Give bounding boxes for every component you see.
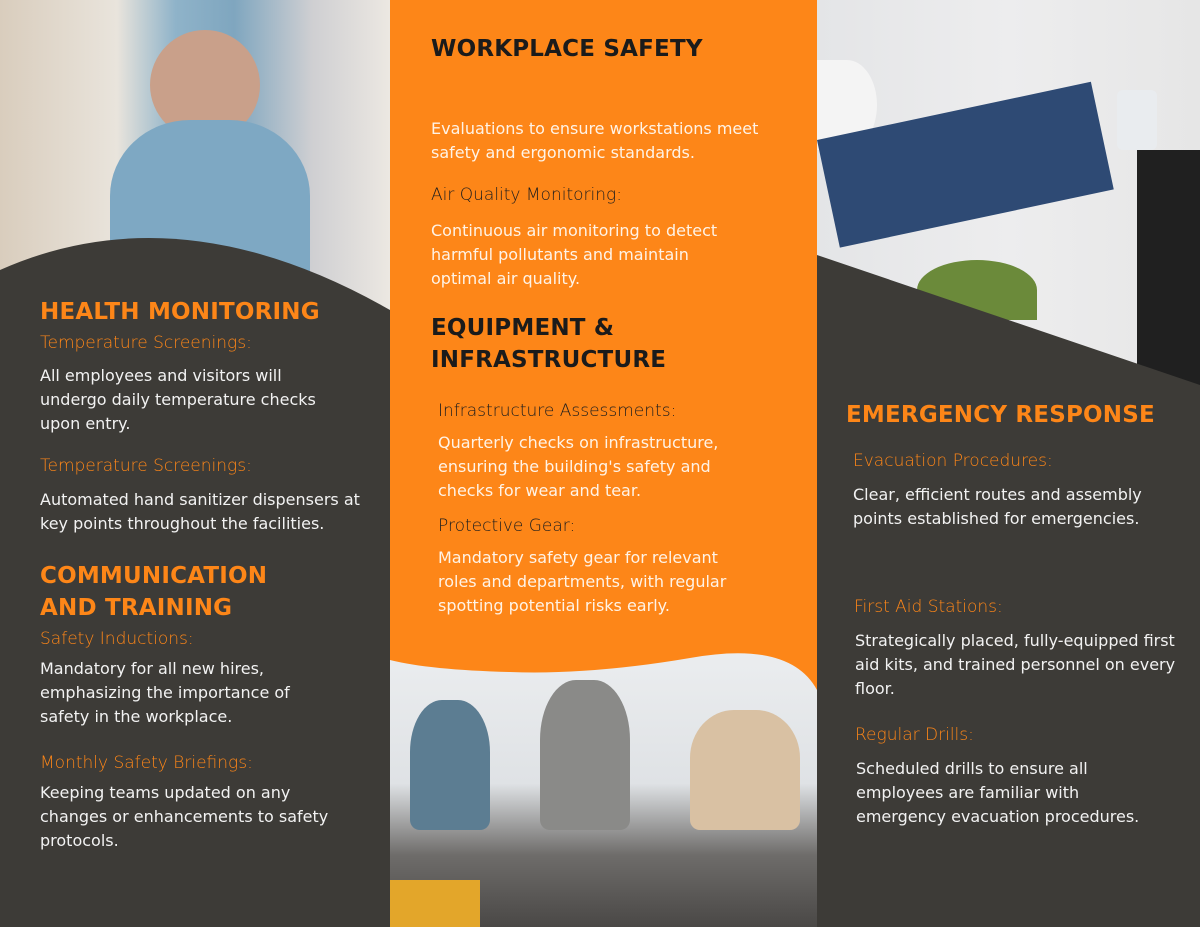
- emergency-response-title: EMERGENCY RESPONSE: [846, 402, 1155, 428]
- protective-gear-label: Protective Gear:: [438, 516, 576, 536]
- health-item-2-text: Automated hand sanitizer dispensers at key points throughout the facilities.: [40, 490, 360, 533]
- orange-wave: [390, 640, 817, 700]
- workplace-intro: Evaluations to ensure workstations meet safety and ergonomic standards.: [431, 119, 759, 162]
- health-item-1-text: All employees and visitors will undergo daily temperature checks upon entry.: [40, 366, 316, 433]
- air-quality-label: Air Quality Monitoring:: [431, 185, 622, 205]
- equipment-title-line1: EQUIPMENT &: [431, 315, 615, 341]
- workplace-safety-title: WORKPLACE SAFETY: [431, 36, 703, 62]
- equipment-title-line2: INFRASTRUCTURE: [431, 347, 667, 373]
- health-item-1-label: Temperature Screenings:: [40, 333, 252, 353]
- evacuation-label: Evacuation Procedures:: [853, 451, 1053, 471]
- first-aid-text: Strategically placed, fully-equipped first aid kits, and trained personnel on every floor.: [855, 631, 1176, 698]
- safety-inductions-label: Safety Inductions:: [40, 629, 194, 649]
- briefings-text: Keeping teams updated on any changes or enhancements to safety protocols.: [40, 783, 329, 850]
- middle-panel: [390, 0, 817, 927]
- health-monitoring-title: HEALTH MONITORING: [40, 299, 320, 325]
- safety-inductions-text: Mandatory for all new hires, emphasizing the importance of safety in the workplace.: [40, 659, 290, 726]
- protective-gear-text: Mandatory safety gear for relevant roles and departments, with regular spotting potential risks early.: [438, 548, 727, 615]
- dark-diagonal-shape: [817, 250, 1200, 390]
- health-item-2-label: Temperature Screenings:: [40, 456, 252, 476]
- communication-title-line1: COMMUNICATION: [40, 563, 268, 589]
- communication-title-line2: AND TRAINING: [40, 595, 233, 621]
- first-aid-label: First Aid Stations:: [854, 597, 1003, 617]
- air-quality-text: Continuous air monitoring to detect harmful pollutants and maintain optimal air quality.: [431, 221, 718, 288]
- drills-label: Regular Drills:: [855, 725, 974, 745]
- drills-text: Scheduled drills to ensure all employees are familiar with emergency evacuation procedures.: [856, 759, 1140, 826]
- briefings-label: Monthly Safety Briefings:: [40, 753, 253, 773]
- infrastructure-label: Infrastructure Assessments:: [438, 401, 677, 421]
- evacuation-text: Clear, efficient routes and assembly points established for emergencies.: [853, 485, 1142, 528]
- infrastructure-text: Quarterly checks on infrastructure, ensuring the building's safety and checks for wear and tear.: [438, 433, 719, 500]
